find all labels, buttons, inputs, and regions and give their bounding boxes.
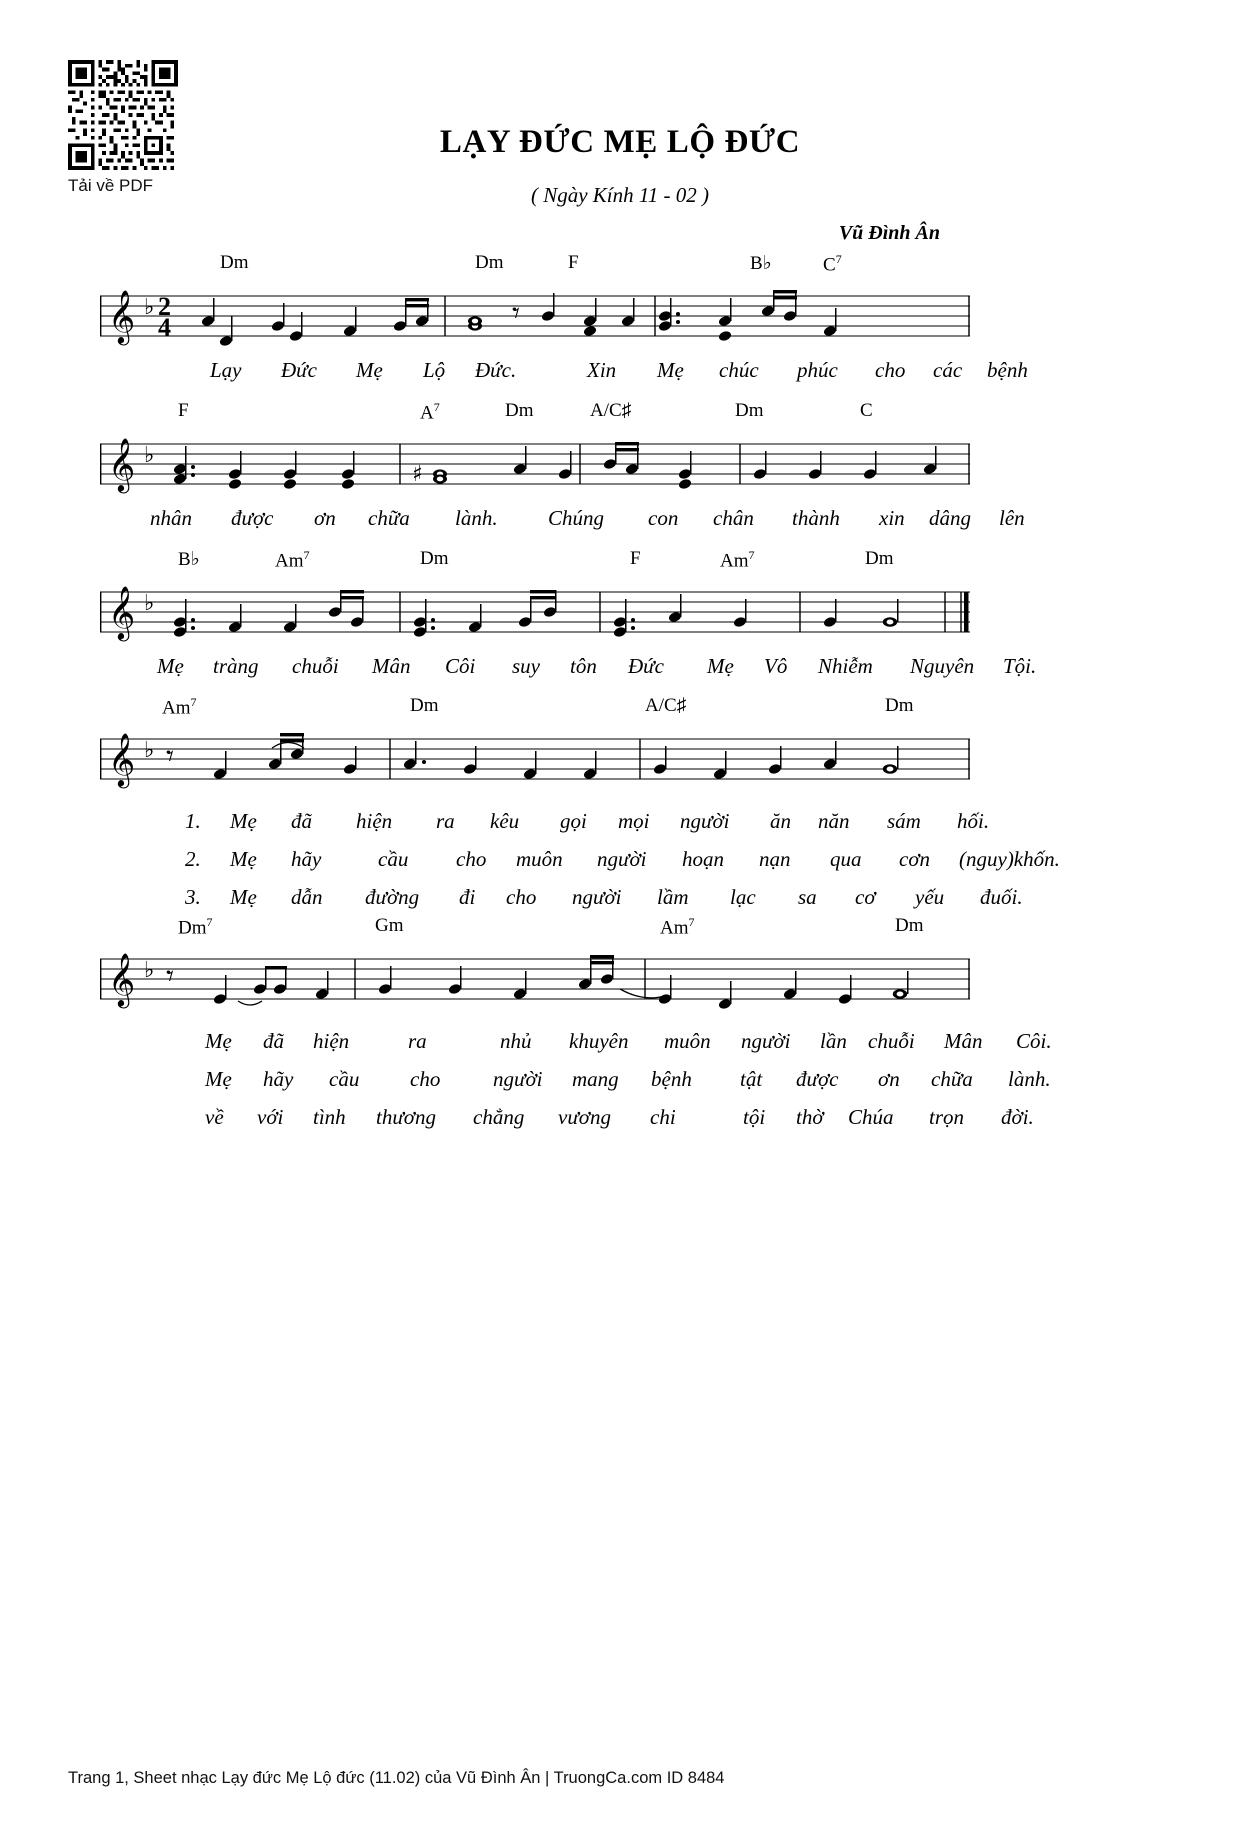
lyric-syllable: Chúa <box>848 1105 894 1129</box>
svg-text:2: 2 <box>158 292 171 321</box>
lyric-syllable: Đức. <box>475 358 517 382</box>
chord-symbol: A/C♯ <box>590 400 632 421</box>
music-system-3 <box>100 548 1037 684</box>
verse-number: 2. <box>185 847 201 871</box>
lyric-syllable: các <box>933 358 963 382</box>
lyric-syllable: người <box>572 885 622 909</box>
staff-1 <box>100 278 970 358</box>
chord-symbol: Dm <box>505 400 534 421</box>
lyric-syllable: thành <box>792 506 840 530</box>
music-system-2 <box>100 400 1025 536</box>
chord-symbol: Dm <box>735 400 764 421</box>
lyric-syllable: tội <box>743 1105 766 1129</box>
lyric-syllable: thờ <box>796 1105 824 1129</box>
lyric-syllable: Mẹ <box>657 358 684 382</box>
lyric-syllable: Mẹ <box>205 1067 232 1091</box>
lyric-syllable: vương <box>558 1105 611 1129</box>
lyric-syllable: sám <box>887 809 921 833</box>
chord-symbol: B♭ <box>178 549 200 570</box>
verse-line <box>100 809 990 847</box>
verse-line <box>100 1029 1052 1067</box>
download-pdf-label[interactable]: Tải về PDF <box>68 176 154 195</box>
lyric-syllable: lầm <box>657 885 689 909</box>
lyric-syllable: Mẹ <box>157 654 184 678</box>
lyric-row-2 <box>100 506 1025 536</box>
lyric-syllable: tôn <box>570 654 597 678</box>
lyric-syllable: được <box>796 1067 839 1091</box>
chord-symbol: Dm$^7$ <box>178 915 213 939</box>
lyric-syllable: Nguyên <box>910 654 975 678</box>
svg-text:♭: ♭ <box>144 958 155 983</box>
lyric-syllable: chân <box>713 506 754 530</box>
lyric-syllable: Mẹ <box>205 1029 232 1053</box>
lyric-syllable: yếu <box>915 885 945 909</box>
lyric-syllable: muôn <box>664 1029 711 1053</box>
svg-text:𝄾: 𝄾 <box>166 739 174 774</box>
lyric-syllable: (nguy)khốn. <box>959 847 1060 871</box>
music-system-4 <box>100 695 1060 923</box>
lyric-syllable: Vô <box>764 654 788 678</box>
lyric-syllable: người <box>680 809 730 833</box>
chord-symbol: Dm <box>220 252 249 273</box>
lyric-syllable: người <box>741 1029 791 1053</box>
chord-symbol: C <box>860 400 873 421</box>
lyric-syllable: Mân <box>944 1029 983 1053</box>
svg-text:4: 4 <box>158 313 171 342</box>
chord-symbol: $A^7$ <box>420 400 440 424</box>
lyric-syllable: tình <box>313 1105 346 1129</box>
lyric-syllable: năn <box>818 809 850 833</box>
lyric-syllable: đã <box>263 1029 284 1053</box>
chord-row-5 <box>100 915 970 941</box>
lyric-syllable: mang <box>572 1067 619 1091</box>
lyric-syllable: ra <box>436 809 455 833</box>
lyric-syllable: cầu <box>329 1067 360 1091</box>
chord-symbol: F <box>568 252 579 273</box>
lyric-syllable: Lạy <box>210 358 242 382</box>
lyric-syllable: lần <box>820 1029 847 1053</box>
verse-block-1 <box>100 809 1060 923</box>
lyric-syllable: cơ <box>855 885 876 909</box>
lyric-syllable: qua <box>830 847 862 871</box>
lyric-syllable: dâng <box>929 506 971 530</box>
lyric-syllable: đời. <box>1001 1105 1034 1129</box>
svg-text:♭: ♭ <box>144 738 155 763</box>
lyric-syllable: ra <box>408 1029 427 1053</box>
lyric-syllable: cơn <box>899 847 931 871</box>
svg-text:♯: ♯ <box>412 462 423 487</box>
composer-name: Vũ Đình Ân <box>838 222 940 244</box>
lyric-syllable: đi <box>459 885 476 909</box>
verse-line <box>100 1067 1051 1105</box>
lyric-syllable: hiện <box>313 1029 350 1053</box>
lyric-syllable: trọn <box>929 1105 965 1129</box>
lyric-syllable: sa <box>798 885 817 909</box>
svg-text:𝄾: 𝄾 <box>512 296 520 331</box>
chord-symbol: Dm <box>895 915 924 936</box>
lyric-syllable: Nhiễm <box>818 654 873 678</box>
lyric-syllable: về <box>205 1105 224 1129</box>
lyric-syllable: đường <box>365 885 420 909</box>
lyric-syllable: bệnh <box>987 358 1028 382</box>
chord-symbol: F <box>630 548 641 569</box>
lyric-syllable: hiện <box>356 809 393 833</box>
lyric-syllable: chúc <box>719 358 759 382</box>
lyric-syllable: Mẹ <box>230 885 257 909</box>
svg-text:𝄞: 𝄞 <box>108 732 136 786</box>
lyric-syllable: người <box>493 1067 543 1091</box>
lyric-syllable: Chúng <box>548 506 605 530</box>
lyric-syllable: bệnh <box>651 1067 692 1091</box>
chord-row-3 <box>100 548 970 574</box>
lyric-syllable: nhân <box>150 506 192 530</box>
lyric-syllable: Xin <box>587 358 617 382</box>
svg-text:♭: ♭ <box>144 295 155 320</box>
lyric-row-1 <box>100 358 1028 388</box>
staff-5 <box>100 941 970 1021</box>
lyric-syllable: hãy <box>263 1067 294 1091</box>
svg-text:𝄾: 𝄾 <box>166 959 174 994</box>
chord-symbol: Dm <box>410 695 439 716</box>
lyric-syllable: khuyên <box>569 1029 629 1053</box>
page-subtitle: ( Ngày Kính 11 - 02 ) <box>530 183 710 207</box>
lyric-syllable: Côi. <box>1016 1029 1052 1053</box>
chord-symbol: Am$^7$ <box>720 548 755 572</box>
lyric-syllable: Đức <box>628 654 664 678</box>
lyric-syllable: xin <box>879 506 905 530</box>
lyric-syllable: chuỗi <box>292 654 339 678</box>
lyric-syllable: chuỗi <box>868 1029 915 1053</box>
lyric-syllable: con <box>648 506 679 530</box>
lyric-syllable: mọi <box>618 809 650 833</box>
lyric-syllable: phúc <box>797 358 838 382</box>
lyric-syllable: hãy <box>291 847 322 871</box>
lyric-syllable: nhủ <box>500 1029 532 1053</box>
lyric-syllable: cho <box>456 847 487 871</box>
lyric-syllable: cho <box>875 358 906 382</box>
verse-line <box>100 1105 1034 1143</box>
lyric-syllable: Mẹ <box>707 654 734 678</box>
chord-symbol: Dm <box>885 695 914 716</box>
lyric-syllable: chữa <box>931 1067 973 1091</box>
lyric-syllable: Mẹ <box>230 847 257 871</box>
lyric-syllable: cầu <box>378 847 409 871</box>
lyric-syllable: kêu <box>490 809 520 833</box>
lyric-syllable: tật <box>740 1067 763 1091</box>
svg-text:𝄞: 𝄞 <box>108 952 136 1006</box>
lyric-syllable: ơn <box>878 1067 900 1091</box>
verse-number: 1. <box>185 809 201 833</box>
lyric-syllable: lành. <box>1008 1067 1051 1091</box>
lyric-syllable: thương <box>376 1105 436 1129</box>
svg-text:♭: ♭ <box>144 443 155 468</box>
page-footer: Trang 1, Sheet nhạc Lạy đức Mẹ Lộ đức (11.02) của Vũ Đình Ân | TruongCa.com ID 8484 <box>68 1769 725 1787</box>
lyric-syllable: Mẹ <box>356 358 383 382</box>
chord-symbol: Am$^7$ <box>660 915 695 939</box>
music-system-1 <box>100 252 1028 388</box>
chord-symbol: Dm <box>420 548 449 569</box>
lyric-syllable: nạn <box>759 847 791 871</box>
lyric-syllable: hoạn <box>682 847 724 871</box>
chord-symbol: Am$^7$ <box>275 548 310 572</box>
lyric-syllable: chẳng <box>473 1105 525 1129</box>
chord-symbol: Dm <box>865 548 894 569</box>
lyric-syllable: chi <box>650 1105 676 1129</box>
lyric-syllable: lên <box>999 506 1025 530</box>
chord-symbol: A/C♯ <box>645 695 687 716</box>
svg-text:𝄞: 𝄞 <box>108 289 136 343</box>
chord-row-2 <box>100 400 970 426</box>
lyric-syllable: cho <box>506 885 537 909</box>
chord-symbol: $C^7$ <box>823 252 842 276</box>
lyric-syllable: đuối. <box>980 885 1023 909</box>
lyric-syllable: người <box>597 847 647 871</box>
lyric-syllable: ơn <box>314 506 336 530</box>
music-system-5 <box>100 915 1052 1143</box>
page-title: LẠY ĐỨC MẸ LỘ ĐỨC <box>439 124 801 160</box>
chord-symbol: Am$^7$ <box>162 695 197 719</box>
verse-line <box>100 847 1060 885</box>
lyric-syllable: hối. <box>957 809 990 833</box>
svg-text:𝄞: 𝄞 <box>108 585 136 639</box>
lyric-syllable: lành. <box>455 506 498 530</box>
lyric-syllable: Lộ <box>423 358 446 382</box>
staff-3 <box>100 574 970 654</box>
lyric-syllable: đã <box>291 809 312 833</box>
lyric-syllable: ăn <box>770 809 791 833</box>
verse-block-2 <box>100 1029 1052 1143</box>
staff-2 <box>100 426 970 506</box>
lyric-syllable: với <box>257 1105 284 1129</box>
verse-number: 3. <box>185 885 201 909</box>
chord-symbol: Gm <box>375 915 404 936</box>
lyric-syllable: dẫn <box>291 885 323 909</box>
lyric-row-3 <box>100 654 1037 684</box>
lyric-syllable: cho <box>410 1067 441 1091</box>
staff-4 <box>100 721 970 801</box>
lyric-syllable: Mẹ <box>230 809 257 833</box>
lyric-syllable: Mân <box>372 654 411 678</box>
chord-symbol: B♭ <box>750 253 772 274</box>
lyric-syllable: Tội. <box>1003 654 1037 678</box>
lyric-syllable: tràng <box>213 654 259 678</box>
chord-symbol: F <box>178 400 189 421</box>
lyric-syllable: suy <box>512 654 540 678</box>
chord-row-4 <box>100 695 970 721</box>
lyric-syllable: chữa <box>368 506 410 530</box>
lyric-syllable: được <box>231 506 274 530</box>
lyric-syllable: muôn <box>516 847 563 871</box>
lyric-syllable: lạc <box>730 885 756 909</box>
svg-text:𝄞: 𝄞 <box>108 437 136 491</box>
chord-symbol: Dm <box>475 252 504 273</box>
lyric-syllable: Côi <box>445 654 476 678</box>
chord-row-1 <box>100 252 970 278</box>
svg-text:♭: ♭ <box>144 591 155 616</box>
lyric-syllable: Đức <box>281 358 317 382</box>
lyric-syllable: gọi <box>560 809 587 833</box>
